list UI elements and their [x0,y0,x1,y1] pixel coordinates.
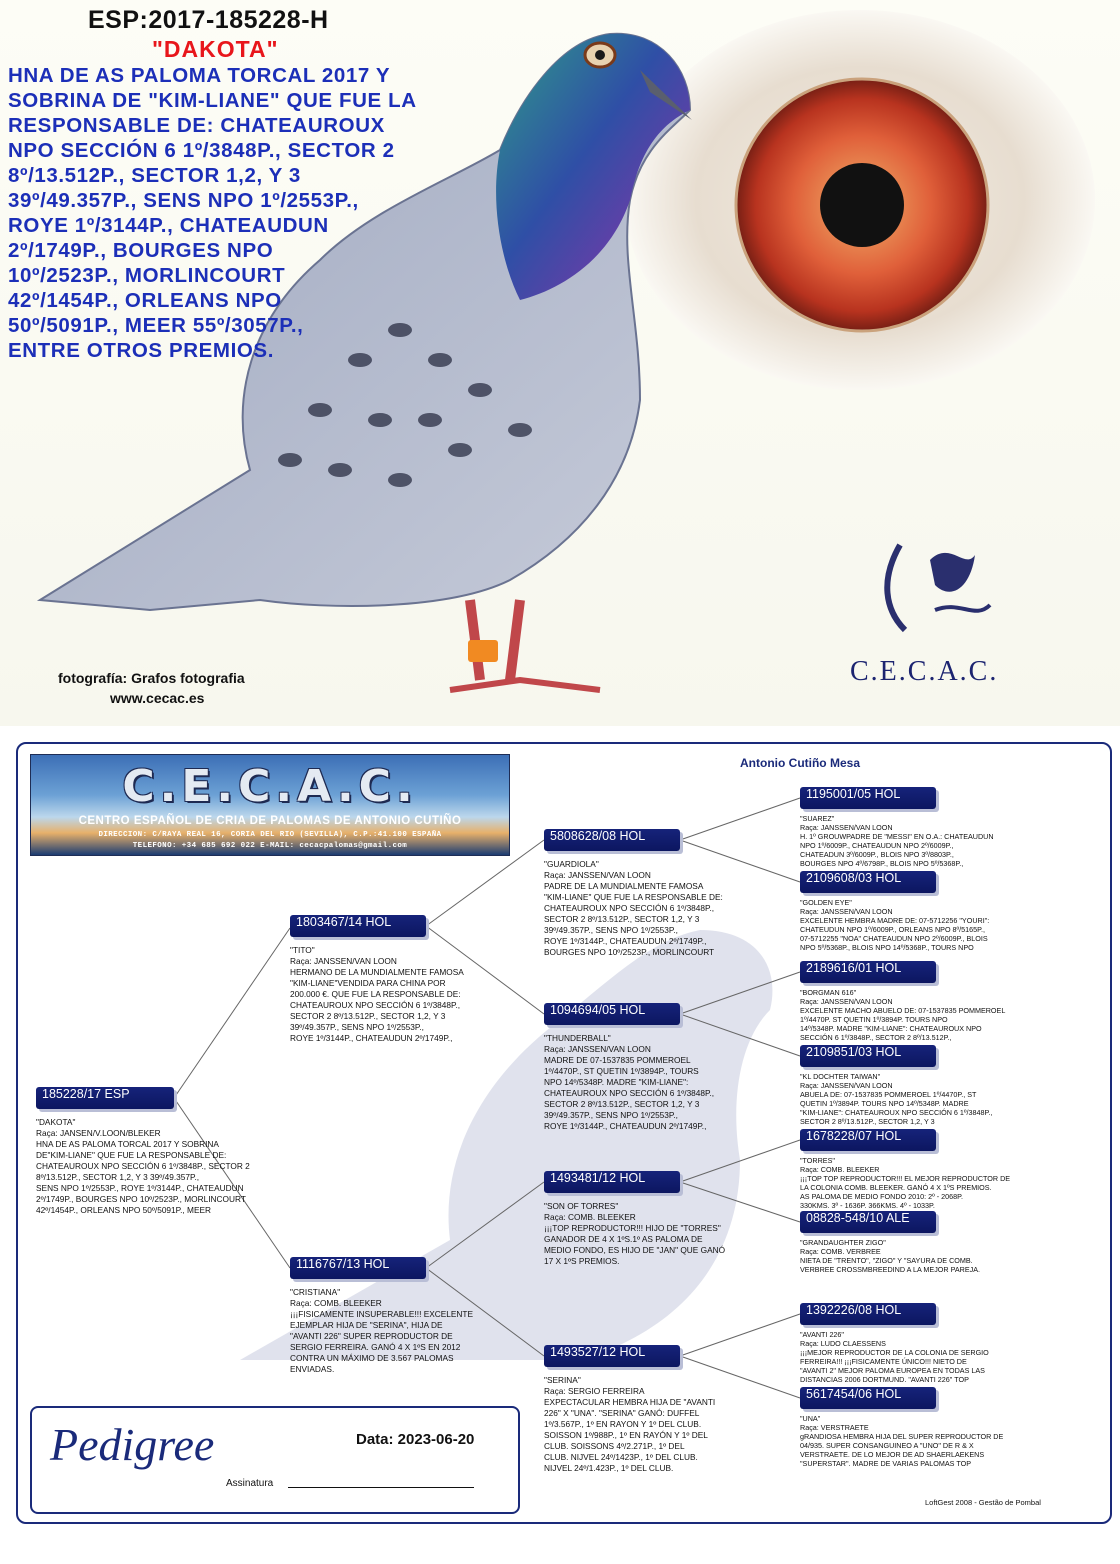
sire-info: "TITO" Raça: JANSSEN/VAN LOON HERMANO DE LA MUNDIALMENTE FAMOSA "KIM-LIANE"VENDIDA PARA CHINA POR 200.000 €. QUE FUE LA RESPONSABLE DE: CHATEAUROUX NPO SECCIÓN 6 1º/3848P., SECTOR 2 8º/13.512P., SECTOR 1,2, Y 3 39º/49.357P., SENS NPO 1º/2553P., ROYE 1º/3144P., CHATEAUDUN 2º/1749P., [290,945,464,1043]
g3-info-2: "THUNDERBALL" Raça: JANSSEN/VAN LOON MADRE DE 07-1537835 POMMEROEL 1º/4470P., ST QUETIN 1º/3894P., TOURS NPO 14º/5348P. MADRE "KIM-LIANE": CHATEAUROUX NPO SECCIÓN 6 1º/3848P., SECTOR 2 8º/13.512P., SECTOR 1,2, Y 3 39º/49.357P., SENS NPO 1º/2553P., ROYE 1º/3144P., CHATEAUDUN 2º/1749P., [544,1033,715,1131]
g4-info-7: "AVANTI 226" Raça: LUDO CLAESSENS ¡¡¡MEJOR REPRODUCTOR DE LA COLONIA DE SERGIO FERREIRA!!! ¡¡¡FISICAMENTE ÚNICO!!! NIETO DE "AVANTI 2" MEJOR PALOMA EUROPEA EN TODAS LAS DISTANCIAS 2006 DORTMUND. "AVANTI 226" TOP [800,1330,989,1384]
g3-ring-3[interactable]: 1493481/12 HOL [544,1171,680,1193]
g4-ring-8[interactable]: 5617454/06 HOL [800,1387,936,1409]
g4-info-1: "SUAREZ" Raça: JANSSEN/VAN LOON H. 1º GROUWPADRE DE "MESSI" EN O.A.: CHATEAUDUN NPO 1º/6009P., CHATEAUDUN NPO 2º/6009P., CHATEADUN 3º/6009P., BLOIS NPO 3º/8803P., BOURGES NPO 4º/6798P., BLOIS NPO 5º/5368P., [800,814,994,868]
signature-label: Assinatura [226,1478,274,1489]
dam-ring[interactable]: 1116767/13 HOL [290,1257,426,1279]
g4-ring-6[interactable]: 08828-548/10 ALE [800,1211,936,1233]
g4-info-5: "TORRES" Raça: COMB. BLEEKER ¡¡¡TOP TOP REPRODUCTOR!!! EL MEJOR REPRODUCTOR DE LA COLONIA COMB. BLEEKER. GANÓ 4 X 1ºS PREMIOS. AS PALOMA DE MEDIO FONDO 2010: 2º - 2068P. 330KMS. 3º - 1636P. 366KMS. 4º - 1033P. [800,1156,1011,1210]
band-id: ESP:2017-185228-H [88,6,329,34]
bird-name: "DAKOTA" [152,36,279,62]
g3-info-4: "SERINA" Raça: SERGIO FERREIRA EXPECTACULAR HEMBRA HIJA DE "AVANTI 226" X "UNA". "SERINA" GANÓ: DUFFEL 1º/3.567P., 1º EN RAYON Y 1º DEL CLUB. SOISSON 1º/988P., 1º EN RAYÓN Y 1º DEL CLUB. SOISSONS 4º/2.271P., 1º DEL CLUB. NIJVEL 24º/1423P., 1º DEL CLUB. NIJVEL 24º/1.423P., 1º DEL CLUB. [544,1375,716,1473]
photo-credit: fotografía: Grafos fotografia [58,670,245,686]
poster-logo-text: C.E.C.A.C. [850,656,999,687]
g4-info-2: "GOLDEN EYE" Raça: JANSSEN/VAN LOON EXCELENTE HEMBRA MADRE DE: 07-5712256 "YOURI": CHATEUDUN NPO 1º/6009P., ORLEANS NPO 8º/5165P., 07-5712255 "NOA" CHATEAUDUN NPO 2º/6009P., BLOIS NPO 5º/5368P., BLOIS NPO 14º/5368P., TOURS NPO [800,898,990,952]
g4-info-8: "UNA" Raça: VERSTRAETE gRANDIOSA HEMBRA HIJA DEL SUPER REPRODUCTOR DE 04/935. SUPER CONSANGUINEO A "UNO" DE R & X VERSTRAETE. DE LO MEJOR DE AD SHAERLAEKENS "SUPERSTAR". MADRE DE VARIAS PALOMAS TOP [800,1414,1004,1468]
breeder-name: Antonio Cutiño Mesa [740,756,860,770]
banner-title: C.E.C.A.C. [122,761,418,812]
banner-subtitle: CENTRO ESPAÑOL DE CRIA DE PALOMAS DE ANTONIO CUTIÑO [78,815,462,827]
g4-info-6: "GRANDAUGHTER ZIGO" Raça: COMB. VERBREE NIETA DE "TRENTO", "ZIGO" Y "SAYURA DE COMB. VERBREE CROSSMBREEDIND A LA MEJOR PAREJA. [800,1238,980,1274]
banner-address: DIRECCION: C/RAYA REAL 16, CORIA DEL RIO (SEVILLA), C.P.:41.100 ESPAÑA [98,831,442,839]
g3-ring-4[interactable]: 1493527/12 HOL [544,1345,680,1367]
g4-info-4: "KL DOCHTER TAIWAN" Raça: JANSSEN/VAN LOON ABUELA DE: 07-1537835 POMMEROEL 1º/4470P., ST QUETIN 1º/3894P. TOURS NPO 14º/5348P. MADRE "KIM-LIANE": CHATEAUROUX NPO SECCIÓN 6 1º/3848P., SECTOR 2 8º/13.512P., SECTOR 1,2, Y 3 [800,1072,993,1126]
g3-info-1: "GUARDIOLA" Raça: JANSSEN/VAN LOON PADRE DE LA MUNDIALMENTE FAMOSA "KIM-LIANE" QUE FUE LA RESPONSABLE DE: CHATEAUROUX NPO SECCIÓN 6 1º/3848P., SECTOR 2 8º/13.512P., SECTOR 1,2, Y 3 39º/49.357P., SENS NPO 1º/2553P., ROYE 1º/3144P., CHATEAUDUN 2º/1749P., BOURGES NPO 10º/2523P., MORLINCOURT [544,859,723,957]
pedigree-date: Data: 2023-06-20 [356,1431,475,1448]
sire-ring[interactable]: 1803467/14 HOL [290,915,426,937]
bird-description: HNA DE AS PALOMA TORCAL 2017 Y SOBRINA DE "KIM-LIANE" QUE FUE LA RESPONSABLE DE: CHATEAUROUX NPO SECCIÓN 6 1º/3848P., SECTOR 2 8º/13.512P., SECTOR 1,2, Y 3 39º/49.357P., SENS NPO 1º/2553P., ROYE 1º/3144P., CHATEAUDUN 2º/1749P., BOURGES NPO 10º/2523P., MORLINCOURT 42º/1454P., ORLEANS NPO 50º/5091P., MEER 55º/3057P., ENTRE OTROS PREMIOS. [8,64,417,362]
subject-info: "DAKOTA" Raça: JANSEN/V.LOON/BLEKER HNA DE AS PALOMA TORCAL 2017 Y SOBRINA DE"KIM-LIANE" QUE FUE LA RESPONSABLE DE: CHATEAUROUX NPO SECCIÓN 6 1º/3848P., SECTOR 2 8º/13.512P., SECTOR 1,2, Y 3 39º/49.357P., SENS NPO 1º/2553P., ROYE 1º/3144P., CHATEAUDUN 2º/1749P., BOURGES NPO 10º/2523P., MORLINCOURT 42º/1454P., ORLEANS NPO 50º/5091P., MEER [36,1117,250,1215]
dam-info: "CRISTIANA" Raça: COMB. BLEEKER ¡¡¡FISICAMENTE INSUPERABLE!!! EXCELENTE EJEMPLAR HIJA DE "SERINA", HIJA DE "AVANTI 226" SUPER REPRODUCTOR DE SERGIO FERREIRA. GANÓ 4 X 1ºS EN 2012 CONTRA UN MÁXIMO DE 3.567 PALOMAS ENVIADAS. [290,1287,474,1374]
subject-ring[interactable]: 185228/17 ESP [36,1087,174,1109]
signature-line[interactable] [288,1487,474,1488]
website-link[interactable]: www.cecac.es [110,690,205,706]
g4-ring-4[interactable]: 2109851/03 HOL [800,1045,936,1067]
g3-info-3: "SON OF TORRES" Raça: COMB. BLEEKER ¡¡¡TOP REPRODUCTOR!!! HIJO DE "TORRES" GANADOR DE 4 X 1ºS.1º AS PALOMA DE MEDIO FONDO, ES HIJO DE "JAN" QUE GANÓ 17 X 1ºS PREMIOS. [544,1201,726,1266]
banner-contact: TELEFONO: +34 685 692 022 E-MAIL: cecacpalomas@gmail.com [132,842,408,850]
g4-info-3: "BORGMAN 616" Raça: JANSSEN/VAN LOON EXCELENTE MACHO ABUELO DE: 07-1537835 POMMEROEL 1º/4470P. ST QUETIN 1º/3894P. TOURS NPO 14º/5348P. MADRE "KIM-LIANE": CHATEAUROUX NPO SECCIÓN 6 1º/3848P., SECTOR 2 8º/13.512P., [800,988,1006,1042]
software-credit: LoftGest 2008 - Gestão de Pombal [925,1498,1041,1507]
pedigree-logo: Pedigree [50,1419,215,1470]
g4-ring-3[interactable]: 2189616/01 HOL [800,961,936,983]
g4-ring-2[interactable]: 2109608/03 HOL [800,871,936,893]
g4-ring-7[interactable]: 1392226/08 HOL [800,1303,936,1325]
g3-ring-2[interactable]: 1094694/05 HOL [544,1003,680,1025]
g4-ring-1[interactable]: 1195001/05 HOL [800,787,936,809]
g4-ring-5[interactable]: 1678228/07 HOL [800,1129,936,1151]
g3-ring-1[interactable]: 5808628/08 HOL [544,829,680,851]
